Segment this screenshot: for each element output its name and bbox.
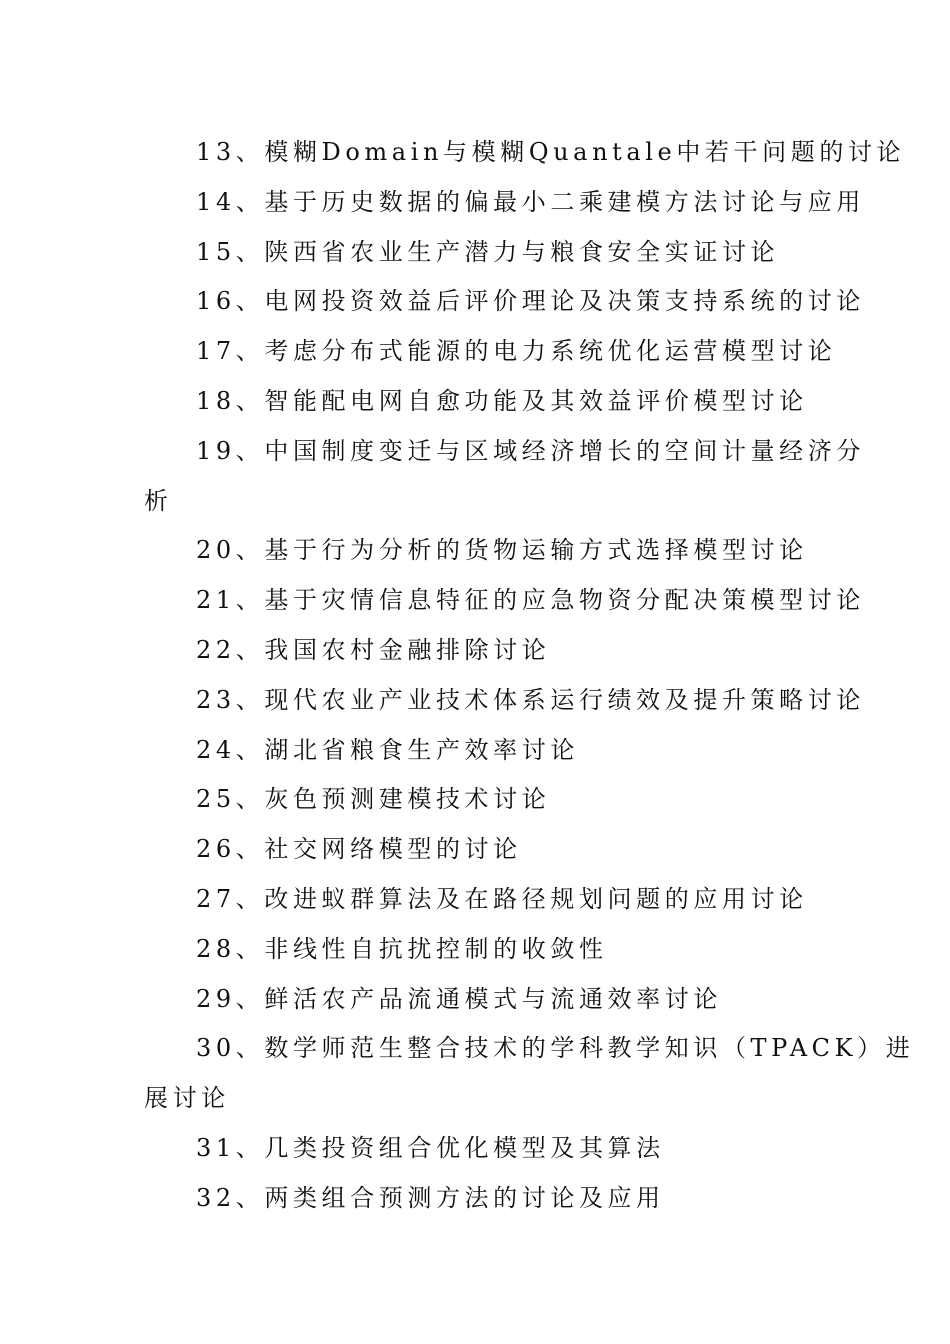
topic-text: 32、两类组合预测方法的讨论及应用 (196, 1183, 665, 1212)
topic-text: 25、灰色预测建模技术讨论 (196, 785, 551, 814)
topic-item (0, 1124, 950, 1174)
topic-text: 24、湖北省粮食生产效率讨论 (196, 735, 579, 764)
topic-item (0, 526, 950, 576)
topic-item (0, 875, 950, 925)
topic-item (0, 1174, 950, 1224)
topic-text: 16、电网投资效益后评价理论及决策支持系统的讨论 (196, 287, 865, 316)
topic-text-continuation: 析 (144, 486, 173, 515)
topic-item (0, 825, 950, 875)
topic-text: 22、我国农村金融排除讨论 (196, 635, 551, 664)
topic-text: 14、基于历史数据的偏最小二乘建模方法讨论与应用 (196, 187, 865, 216)
topic-item (0, 277, 950, 327)
topic-item (0, 925, 950, 975)
topic-item (0, 427, 950, 527)
topic-text: 31、几类投资组合优化模型及其算法 (196, 1133, 665, 1162)
topic-text: 18、智能配电网自愈功能及其效益评价模型讨论 (196, 386, 808, 415)
topic-item (0, 377, 950, 427)
topic-text: 20、基于行为分析的货物运输方式选择模型讨论 (196, 536, 808, 565)
topic-item (0, 1024, 950, 1124)
topic-text: 21、基于灾情信息特征的应急物资分配决策模型讨论 (196, 586, 865, 615)
topic-item (0, 626, 950, 676)
topic-item (0, 327, 950, 377)
topic-text: 27、改进蚁群算法及在路径规划问题的应用讨论 (196, 884, 808, 913)
topic-item (0, 726, 950, 776)
topic-item (0, 975, 950, 1025)
topic-text: 17、考虑分布式能源的电力系统优化运营模型讨论 (196, 337, 837, 366)
topic-item (0, 228, 950, 278)
topic-text: 30、数学师范生整合技术的学科教学知识（TPACK）进 (196, 1034, 915, 1063)
topic-item (0, 128, 950, 178)
topic-item (0, 178, 950, 228)
topic-item (0, 576, 950, 626)
topic-list (0, 128, 950, 1224)
topic-text: 15、陕西省农业生产潜力与粮食安全实证讨论 (196, 237, 780, 266)
topic-text: 26、社交网络模型的讨论 (196, 835, 522, 864)
topic-text: 28、非线性自抗扰控制的收敛性 (196, 934, 608, 963)
topic-text: 23、现代农业产业技术体系运行绩效及提升策略讨论 (196, 685, 865, 714)
topic-text: 29、鲜活农产品流通模式与流通效率讨论 (196, 984, 722, 1013)
topic-text-continuation: 展讨论 (144, 1084, 230, 1113)
topic-text: 19、中国制度变迁与区域经济增长的空间计量经济分 (196, 436, 865, 465)
topic-item (0, 676, 950, 726)
topic-text: 13、模糊Domain与模糊Quantale中若干问题的讨论 (196, 138, 906, 166)
topic-item (0, 775, 950, 825)
